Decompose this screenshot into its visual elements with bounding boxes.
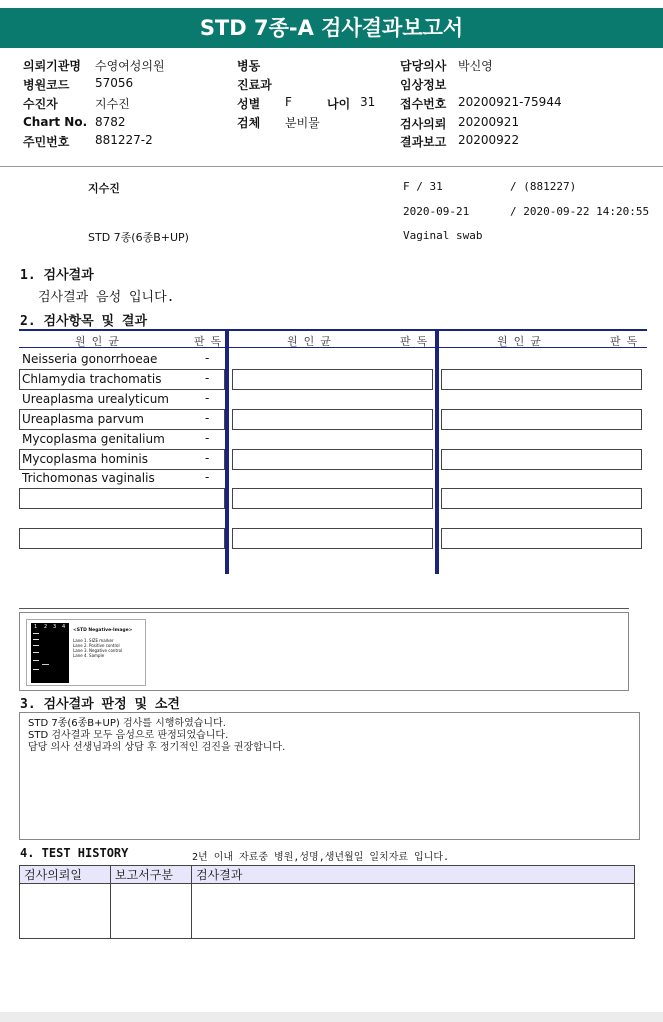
row-box <box>441 528 642 549</box>
age-value: 31 <box>360 95 376 109</box>
lane-number: 3 <box>53 624 57 630</box>
test-name: STD 7종(6종B+UP) <box>88 231 189 244</box>
control-band <box>42 664 49 665</box>
history-col-header: 보고서구분 <box>111 866 192 884</box>
doctor-value: 박신영 <box>458 59 493 73</box>
row-box <box>441 369 642 390</box>
pathogen-result: - <box>205 451 210 465</box>
row-box <box>19 528 225 549</box>
row-box <box>232 449 433 470</box>
history-cell <box>111 884 192 939</box>
history-table <box>19 865 635 939</box>
opinion-box <box>19 712 640 840</box>
receipt-no-value: 20200921-75944 <box>458 95 562 109</box>
doctor-label: 담당의사 <box>400 59 447 73</box>
lane-number: 2 <box>44 624 48 630</box>
sex-label: 성별 <box>237 97 261 111</box>
row-box <box>232 528 433 549</box>
header-divider <box>0 166 663 167</box>
pathogen-result: - <box>205 351 210 365</box>
gel-image-panel <box>26 619 146 686</box>
ladder-band <box>33 633 39 634</box>
pathogen-result: - <box>205 391 210 405</box>
report-title: STD 7종-A 검사결과보고서 <box>0 8 663 48</box>
receipt-no-label: 접수번호 <box>400 97 447 111</box>
history-cell <box>192 884 635 939</box>
opinion-line: STD 검사결과 모두 음성으로 판정되었습니다. <box>28 730 229 741</box>
chart-no-label: Chart No. <box>23 115 88 129</box>
row-box <box>441 449 642 470</box>
pathogen-name: Chlamydia trachomatis <box>22 372 162 386</box>
hospital-code-label: 병원코드 <box>23 78 70 92</box>
row-box <box>232 409 433 430</box>
history-cell <box>20 884 111 939</box>
patient-name: 지수진 <box>88 182 120 195</box>
table-top-rule <box>19 329 647 331</box>
patient-request-date: 2020-09-21 <box>403 205 470 218</box>
report-date-value: 20200922 <box>458 133 520 147</box>
lane-number: 4 <box>62 624 66 630</box>
opinion-line: STD 7종(6종B+UP) 검사를 시행하였습니다. <box>28 718 226 729</box>
pathogen-name: Neisseria gonorrhoeae <box>22 352 158 366</box>
history-col-header: 검사의뢰일 <box>20 866 111 884</box>
resident-no-label: 주민번호 <box>23 135 70 149</box>
history-col-header: 검사결과 <box>192 866 635 884</box>
row-box <box>232 369 433 390</box>
hospital-code-value: 57056 <box>95 76 134 90</box>
patient-report-datetime: / 2020-09-22 14:20:55 <box>510 205 650 218</box>
pathogen-result: - <box>205 470 210 484</box>
gel-legend-line: Lane 2. Positive control <box>73 643 120 648</box>
lane-number: 1 <box>34 624 38 630</box>
col-pathogen-1: 원인균 <box>75 335 125 348</box>
history-header-row <box>20 866 635 884</box>
section1-heading: 1. 검사결과 <box>20 268 94 283</box>
clinical-info-label: 임상정보 <box>400 78 447 92</box>
pathogen-name: Ureaplasma urealyticum <box>22 392 169 406</box>
column-divider-2 <box>435 330 439 574</box>
gel-image-frame <box>19 612 629 691</box>
department-label: 진료과 <box>237 78 272 92</box>
col-pathogen-3: 원인균 <box>497 335 547 348</box>
specimen-type: Vaginal swab <box>403 229 483 242</box>
col-result-2: 판독 <box>400 335 434 348</box>
client-name-value: 수영여성의원 <box>95 59 165 73</box>
patient-value: 지수진 <box>95 97 130 111</box>
ladder-band <box>33 645 39 646</box>
row-box <box>441 409 642 430</box>
pathogen-name: Mycoplasma hominis <box>22 452 148 466</box>
ladder-band <box>33 669 39 670</box>
opinion-line: 담당 의사 선생님과의 상담 후 정기적인 검진을 권장합니다. <box>28 742 286 753</box>
pathogen-result: - <box>205 371 210 385</box>
patient-sex-age: F / 31 <box>403 180 443 193</box>
pathogen-result: - <box>205 431 210 445</box>
patient-dob: / (881227) <box>510 180 577 193</box>
chart-no-value: 8782 <box>95 115 126 129</box>
pathogen-result: - <box>205 411 210 425</box>
section2-heading: 2. 검사항목 및 결과 <box>20 314 148 329</box>
column-divider-1 <box>225 330 229 574</box>
request-date-label: 검사의뢰 <box>400 117 447 131</box>
history-note: 2년 이내 자료중 병원,성명,생년월일 일치자료 입니다. <box>192 852 450 863</box>
row-box <box>441 488 642 509</box>
col-result-3: 판독 <box>610 335 644 348</box>
pathogen-name: Mycoplasma genitalium <box>22 432 165 446</box>
gel-top-rule <box>19 608 629 609</box>
ward-label: 병동 <box>237 59 261 73</box>
gel-image <box>31 623 69 683</box>
section4-heading: 4. TEST HISTORY <box>20 846 129 860</box>
row-box <box>19 488 225 509</box>
result-summary: 검사결과 음성 입니다. <box>38 290 175 305</box>
section3-heading: 3. 검사결과 판정 및 소견 <box>20 697 180 712</box>
request-date-value: 20200921 <box>458 115 520 129</box>
ladder-band <box>33 660 39 661</box>
pathogen-name: Trichomonas vaginalis <box>22 471 155 485</box>
ladder-band <box>33 652 39 653</box>
resident-no-value: 881227-2 <box>95 133 153 147</box>
specimen-label: 검체 <box>237 116 261 130</box>
col-result-1: 판독 <box>194 335 228 348</box>
gel-legend-line: Lane 3. Negative control <box>73 648 123 653</box>
gel-legend-line: Lane 4. Sample <box>73 653 105 658</box>
gel-legend-title: <STD Negative-Image> <box>73 628 133 633</box>
age-label: 나이 <box>327 97 351 111</box>
sex-value: F <box>285 95 292 109</box>
specimen-value: 분비물 <box>285 116 320 130</box>
gel-legend-line: Lane 1. SIZE marker <box>73 638 114 643</box>
history-row <box>20 884 635 939</box>
pathogen-name: Ureaplasma parvum <box>22 412 144 426</box>
client-name-label: 의뢰기관명 <box>23 59 81 73</box>
col-pathogen-2: 원인균 <box>287 335 337 348</box>
patient-label: 수진자 <box>23 97 58 111</box>
row-box <box>232 488 433 509</box>
ladder-band <box>33 639 39 640</box>
report-date-label: 결과보고 <box>400 135 447 149</box>
